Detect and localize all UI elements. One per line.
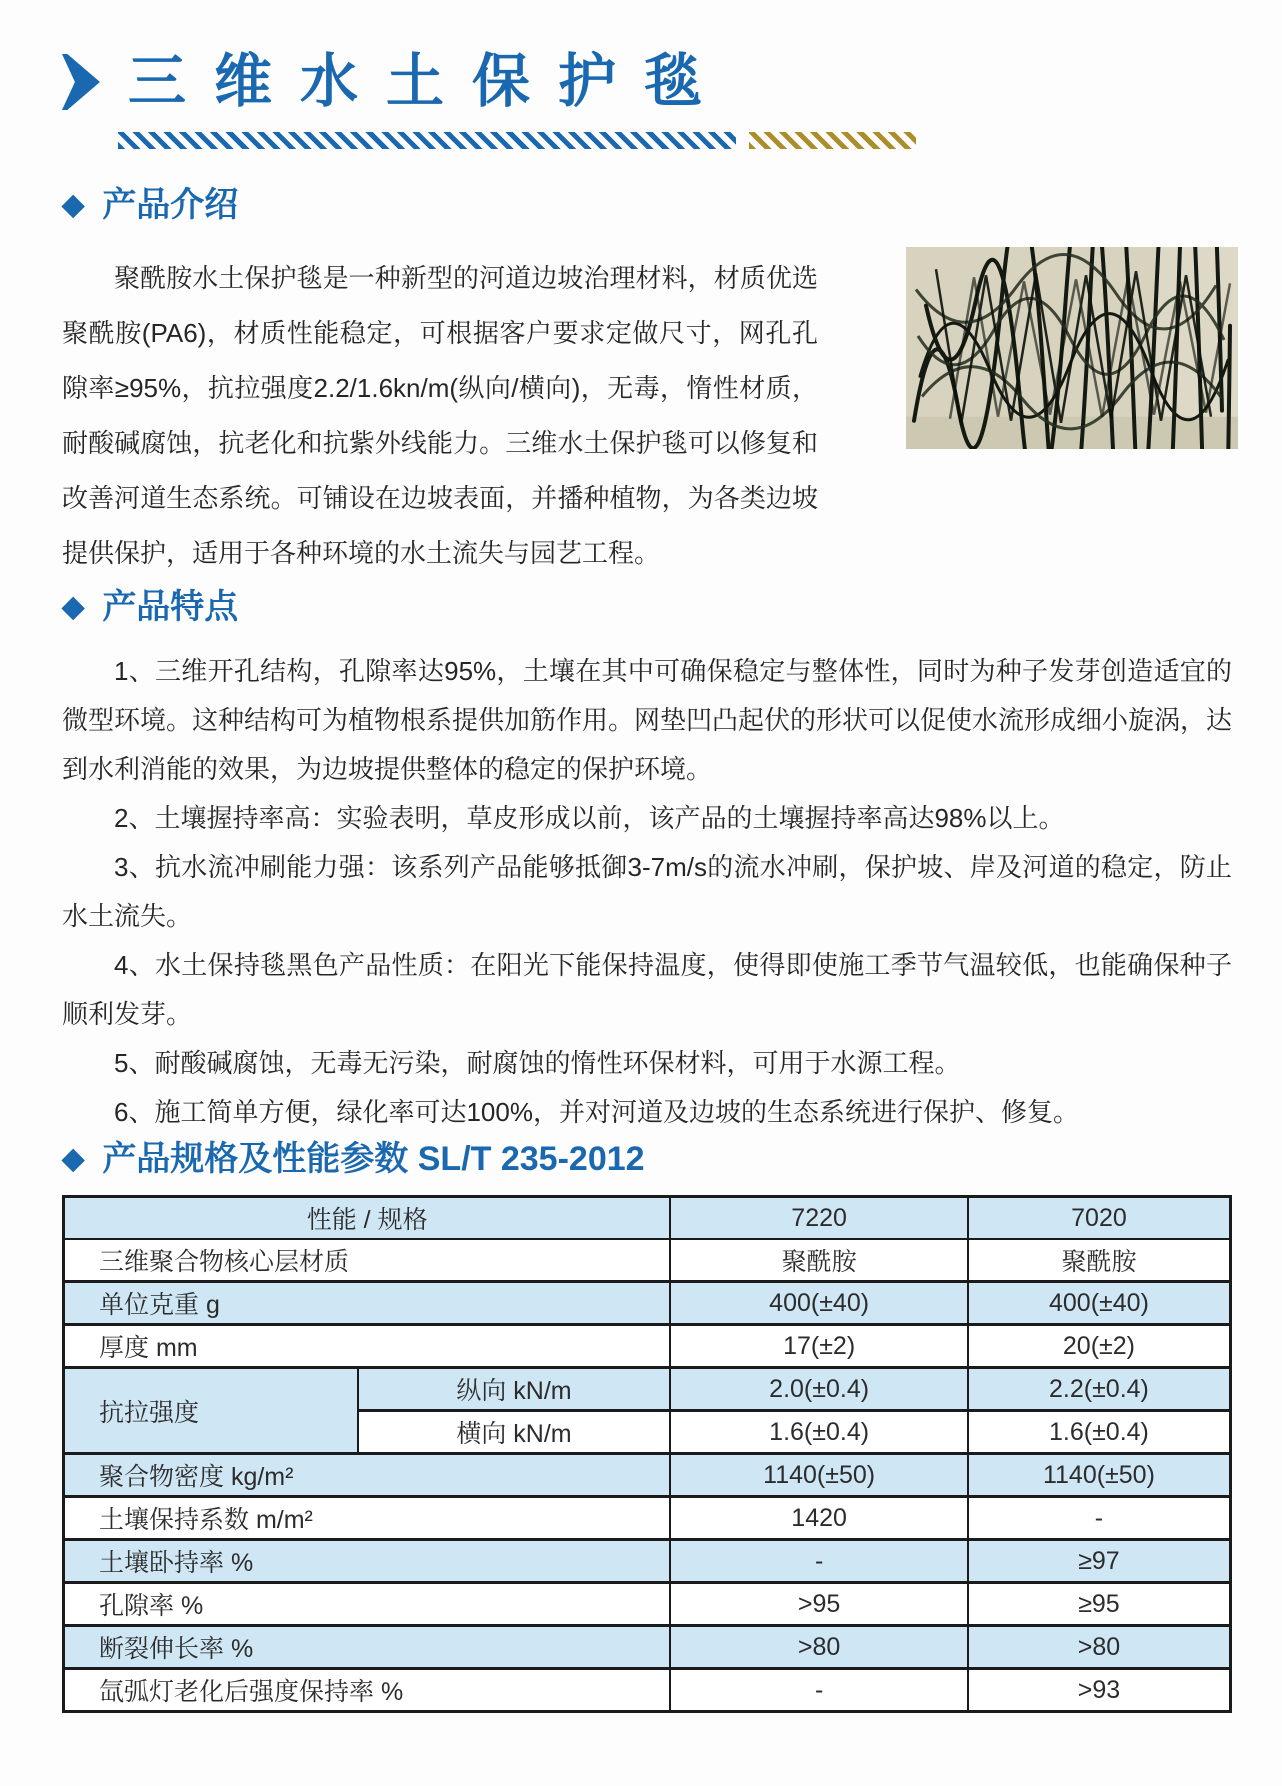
separator-gold-stripes [749,132,916,149]
row-label: 土壤保持系数 m/m² [64,1497,671,1540]
table-row [64,1540,1231,1583]
feature-item: 4、水土保持毯黑色产品性质：在阳光下能保持温度，使得即使施工季节气温较低，也能确保种子顺利发芽。 [62,950,1232,1029]
header-cell-7020: 7020 [968,1197,1231,1240]
row-label: 聚合物密度 kg/m² [64,1454,671,1497]
table-row [64,1239,1231,1282]
header-cell-spec: 性能 / 规格 [64,1197,671,1240]
table-header-row [64,1197,1231,1240]
separator [118,132,1232,149]
row-label: 厚度 mm [64,1325,671,1368]
table-row [64,1669,1231,1712]
table-row [64,1454,1231,1497]
row-label: 孔隙率 % [64,1583,671,1626]
chevron-right-icon [62,54,100,110]
value-cell: 2.0(±0.4) [670,1368,968,1411]
value-cell: >95 [670,1583,968,1626]
value-cell: 聚酰胺 [968,1239,1231,1282]
page-header [62,50,1232,114]
row-sub-label: 纵向 kN/m [358,1368,671,1411]
specs-table [62,1195,1232,1713]
diamond-bullet-icon: ◆ [62,1142,85,1175]
table-row [64,1583,1231,1626]
value-cell: 1140(±50) [968,1454,1231,1497]
value-cell: - [670,1669,968,1712]
table-row [64,1368,1231,1411]
table-row [64,1497,1231,1540]
product-photo [906,247,1238,449]
row-label: 氙弧灯老化后强度保持率 % [64,1669,671,1712]
value-cell: 1.6(±0.4) [968,1411,1231,1454]
row-label: 三维聚合物核心层材质 [64,1239,671,1282]
value-cell: 聚酰胺 [670,1239,968,1282]
value-cell: 20(±2) [968,1325,1231,1368]
row-group-label: 抗拉强度 [64,1368,358,1454]
row-label: 断裂伸长率 % [64,1626,671,1669]
intro-section [62,251,1232,583]
section-heading-specs [62,1137,1232,1181]
feature-item: 3、抗水流冲刷能力强：该系列产品能够抵御3-7m/s的流水冲刷，保护坡、岸及河道的稳定，防止水土流失。 [62,852,1232,931]
features-list [62,647,1232,1137]
feature-item: 5、耐酸碱腐蚀，无毒无污染，耐腐蚀的惰性环保材料，可用于水源工程。 [114,1048,961,1078]
value-cell: >93 [968,1669,1231,1712]
table-row [64,1282,1231,1325]
section-heading-features-label: 产品特点 [102,588,239,626]
intro-paragraph: 聚酰胺水土保护毯是一种新型的河道边坡治理材料，材质优选聚酰胺(PA6)，材质性能稳定，可根据客户要求定做尺寸，网孔孔隙率≥95%，抗拉强度2.2/1.6kn/m(纵向/横向)，无毒，惰性材质，耐酸碱腐蚀，抗老化和抗紫外线能力。三维水土保护毯可以修复和改善河道生态系统。可铺设在边坡表面，并播种植物，为各类边坡提供保护，适用于各种环境的水土流失与园艺工程。 [62,263,818,568]
diamond-bullet-icon: ◆ [62,590,85,623]
row-label: 土壤卧持率 % [64,1540,671,1583]
value-cell: 1420 [670,1497,968,1540]
value-cell: ≥95 [968,1583,1231,1626]
section-heading-intro-label: 产品介绍 [102,186,239,224]
value-cell: 2.2(±0.4) [968,1368,1231,1411]
value-cell: 1140(±50) [670,1454,968,1497]
separator-blue-stripes [118,132,736,149]
feature-item: 6、施工简单方便，绿化率可达100%，并对河道及边坡的生态系统进行保护、修复。 [114,1097,1079,1127]
row-label: 单位克重 g [64,1282,671,1325]
page-title: 三维水土保护毯 [128,49,731,114]
section-heading-intro [62,183,1232,227]
feature-item: 1、三维开孔结构，孔隙率达95%，土壤在其中可确保稳定与整体性，同时为种子发芽创造适宜的微型环境。这种结构可为植物根系提供加筋作用。网垫凹凸起伏的形状可以促使水流形成细小旋涡，达到水利消能的效果，为边坡提供整体的稳定的保护环境。 [62,656,1233,784]
header-cell-7220: 7220 [670,1197,968,1240]
value-cell: 17(±2) [670,1325,968,1368]
diamond-bullet-icon: ◆ [62,188,85,221]
section-heading-specs-label: 产品规格及性能参数 SL/T 235-2012 [102,1140,645,1178]
table-row [64,1325,1231,1368]
value-cell: 400(±40) [968,1282,1231,1325]
value-cell: - [670,1540,968,1583]
value-cell: >80 [968,1626,1231,1669]
feature-item: 2、土壤握持率高：实验表明，草皮形成以前，该产品的土壤握持率高达98%以上。 [114,803,1065,833]
value-cell: ≥97 [968,1540,1231,1583]
value-cell: 400(±40) [670,1282,968,1325]
value-cell: 1.6(±0.4) [670,1411,968,1454]
section-heading-features [62,585,1232,629]
value-cell: - [968,1497,1231,1540]
value-cell: >80 [670,1626,968,1669]
row-sub-label: 横向 kN/m [358,1411,671,1454]
table-row [64,1626,1231,1669]
